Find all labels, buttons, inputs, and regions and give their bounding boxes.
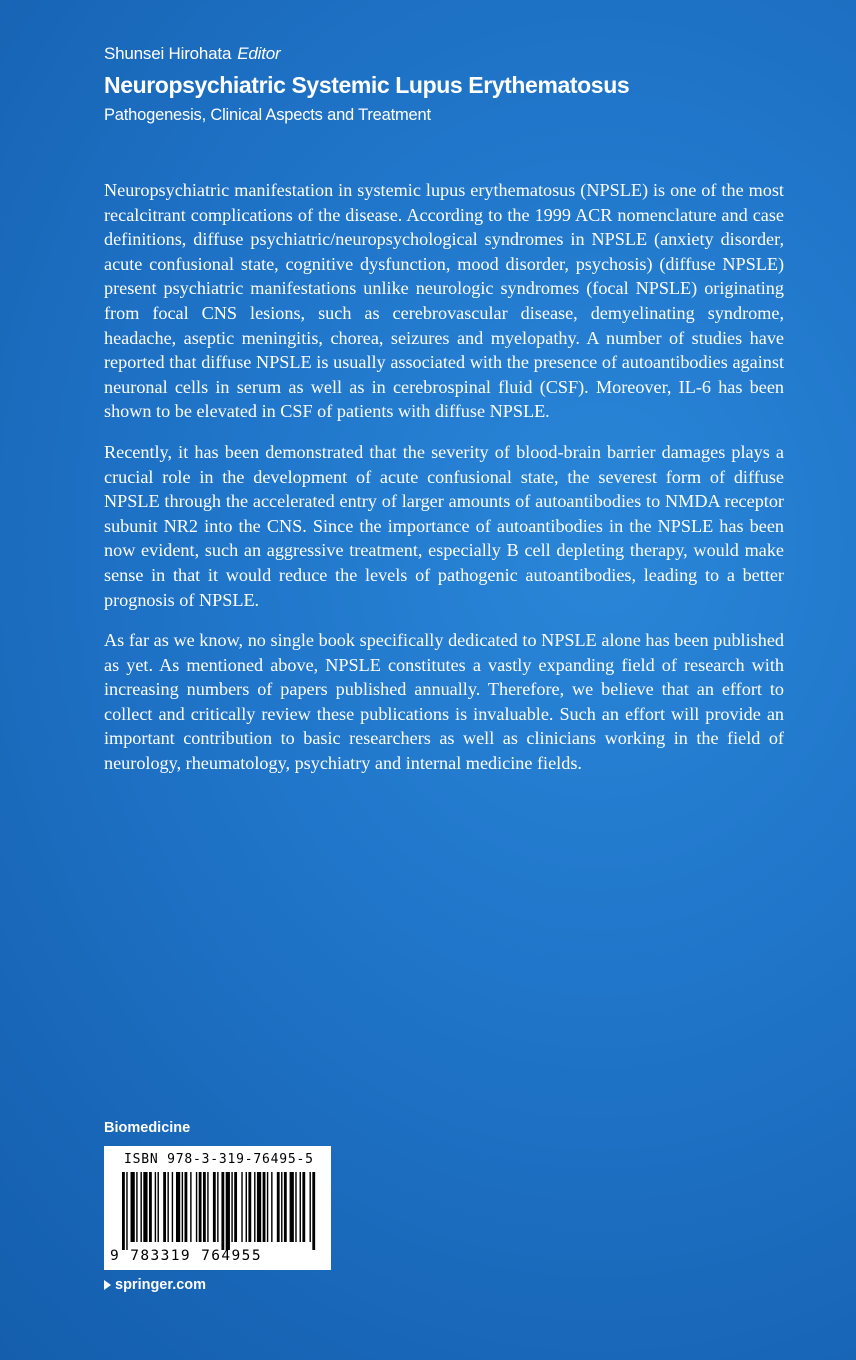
book-title: Neuropsychiatric Systemic Lupus Erythematosus (104, 72, 630, 98)
description-blurb (104, 178, 784, 792)
blurb-paragraph: Neuropsychiatric manifestation in systemic lupus erythematosus (NPSLE) is one of the most recalcitrant complications of the disease. According to the 1999 ACR nomenclature and case definitions, diffuse psychiatric/neuropsychological syndromes in NPSLE (anxiety disorder, acute confusional state, cognitive dysfunction, mood disorder, psychosis) (diffuse NPSLE) present psychiatric manifestations unlike neurologic syndromes (focal NPSLE) originating from focal CNS lesions, such as cerebrovascular disease, demyelinating syndrome, headache, aseptic meningitis, chorea, seizures and myelopathy. A number of studies have reported that diffuse NPSLE is usually associated with the presence of autoantibodies against neuronal cells in serum as well as in cerebrospinal fluid (CSF). Moreover, IL-6 has been shown to be elevated in CSF of patients with diffuse NPSLE. (104, 180, 784, 422)
arrow-right-icon (104, 1280, 111, 1290)
subject-category: Biomedicine (104, 1120, 191, 1136)
blurb-paragraph: As far as we know, no single book specifically dedicated to NPSLE alone has been published as yet. As mentioned above, NPSLE constitutes a vastly expanding field of research with increasing numbers of papers published annually. Therefore, we believe that an effort to collect and critically review these publications is invaluable. Such an effort will provide an important contribution to basic researchers as well as clinicians working in the field of neurology, rheumatology, psychiatry and internal medicine fields. (104, 630, 784, 774)
isbn-barcode (104, 1146, 331, 1270)
publisher-link-label: springer.com (115, 1277, 207, 1293)
ean-digits: 9 783319 764955 (110, 1248, 262, 1264)
barcode-bars (122, 1172, 318, 1250)
editor-role: Editor (237, 44, 281, 63)
blurb-paragraph: Recently, it has been demonstrated that the severity of blood-brain barrier damages plays a crucial role in the development of acute confusional state, the severest form of diffuse NPSLE through the accelerated entry of larger amounts of autoantibodies to NMDA receptor subunit NR2 into the CNS. Since the importance of autoantibodies in the NPSLE has been now evident, such an aggressive treatment, especially B cell depleting therapy, would make sense in that it would reduce the levels of pathogenic autoantibodies, leading to a better prognosis of NPSLE. (104, 441, 784, 610)
editor-credit (104, 44, 280, 64)
isbn-number: ISBN 978-3-319-76495-5 (124, 1152, 314, 1167)
book-subtitle: Pathogenesis, Clinical Aspects and Treatment (104, 106, 431, 124)
publisher-link[interactable] (104, 1277, 206, 1293)
editor-name: Shunsei Hirohata (104, 44, 232, 63)
